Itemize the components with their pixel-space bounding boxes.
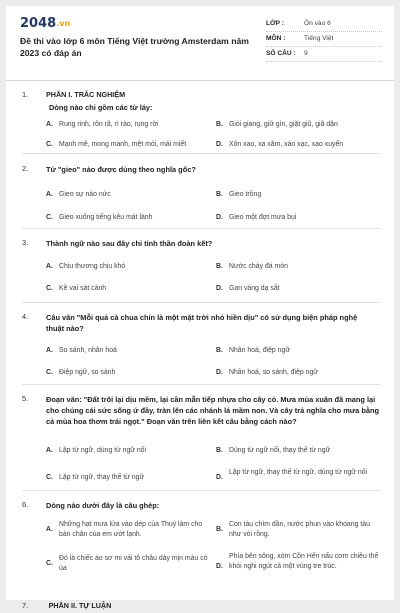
option-letter: B. bbox=[216, 347, 223, 354]
option-text: Lặp từ ngữ, thay thế từ ngữ, dùng từ ngữ nối bbox=[229, 469, 368, 476]
option-letter: C. bbox=[46, 369, 53, 376]
question-text: Thành ngữ nào sau đây chỉ tinh thần đoàn kết? bbox=[46, 239, 213, 248]
question-1 bbox=[22, 90, 380, 150]
section-2-heading bbox=[22, 595, 380, 613]
option-letter: A. bbox=[46, 121, 53, 128]
option-text: Nước chảy đá mòn bbox=[229, 263, 288, 270]
section-title: PHẦN I. TRẮC NGHIỆM bbox=[46, 90, 126, 99]
header-divider bbox=[6, 80, 394, 81]
question-number: 4. bbox=[22, 312, 29, 321]
question-4 bbox=[22, 312, 380, 380]
question-2 bbox=[22, 164, 380, 224]
option-letter: D. bbox=[216, 369, 223, 376]
option-text: Mạnh mẽ, mong manh, mệt mỏi, mải miết bbox=[59, 141, 187, 148]
option-letter: B. bbox=[216, 447, 223, 454]
question-divider bbox=[22, 490, 380, 491]
option-letter: B. bbox=[216, 263, 223, 270]
document-meta bbox=[266, 17, 382, 62]
option-text: Lặp từ ngữ, thay thế từ ngữ bbox=[59, 474, 145, 481]
option-letter: A. bbox=[46, 263, 53, 270]
logo-text: 2048 bbox=[20, 16, 57, 31]
meta-row-grade bbox=[266, 17, 382, 32]
site-logo[interactable] bbox=[20, 16, 70, 31]
meta-value: Tiếng Việt bbox=[304, 35, 334, 42]
option-text: Lặp từ ngữ, dùng từ ngữ nối bbox=[59, 447, 147, 454]
option-text: Phía bên sông, xóm Cồn Hến nấu cơm chiều thế khói nghi ngút cả một vùng tre trúc. bbox=[229, 553, 379, 570]
option-text: Điệp ngữ, so sánh bbox=[59, 369, 116, 376]
question-divider bbox=[22, 302, 380, 303]
question-text: Câu văn "Mỗi quả cà chua chín là một mặt trời nhỏ hiền dịu" có sử dụng biện pháp nghệ thuật nào? bbox=[46, 313, 358, 333]
meta-key: SỐ CÂU : bbox=[266, 50, 296, 57]
meta-key: LỚP : bbox=[266, 20, 284, 27]
option-letter: C. bbox=[46, 214, 53, 221]
question-3 bbox=[22, 238, 380, 298]
question-number: 7. bbox=[22, 601, 29, 610]
option-letter: C. bbox=[46, 285, 53, 292]
option-letter: A. bbox=[46, 347, 53, 354]
option-letter: A. bbox=[46, 526, 53, 533]
question-number: 2. bbox=[22, 164, 29, 173]
option-text: Nhân hoá, so sánh, điệp ngữ bbox=[229, 369, 318, 376]
meta-row-subject bbox=[266, 32, 382, 47]
question-divider bbox=[22, 153, 380, 154]
option-letter: A. bbox=[46, 447, 53, 454]
question-text: Dòng nào dưới đây là câu ghép: bbox=[46, 501, 160, 510]
option-letter: D. bbox=[216, 474, 223, 481]
option-text: Rung rinh, rõn rã, rì rào, rụng rời bbox=[59, 121, 159, 128]
option-letter: B. bbox=[216, 191, 223, 198]
question-text: Đoạn văn: "Đất trôi lại dịu mềm, lại cần mẫn tiếp nhựa cho cây cỏ. Mưa mùa xuân đã mang lại cho chúng cái sức sống ứ đầy, tràn lên các nhánh lá mầm non. Và cây trả nghĩa cho mưa bằng cả mùa hoa thơm trái ngọt." Đoạn văn trên liên kết câu bằng cách nào? bbox=[46, 395, 379, 426]
option-text: Đó là chiếc áo sơ mi vải tô châu dày mịn màu cỏ úa bbox=[59, 555, 208, 572]
option-text: Con tàu chìm dần, nước phun vào khoang tàu như vòi rồng. bbox=[229, 521, 370, 538]
question-number: 3. bbox=[22, 238, 29, 247]
question-6 bbox=[22, 500, 380, 590]
option-text: Gieo trồng bbox=[229, 191, 262, 198]
option-text: Chịu thương chịu khó bbox=[59, 263, 126, 270]
document-header bbox=[20, 16, 382, 72]
option-text: Gieo sự náo nức bbox=[59, 191, 111, 198]
option-letter: C. bbox=[46, 141, 53, 148]
question-text: Từ "gieo" nào được dùng theo nghĩa gốc? bbox=[46, 165, 196, 174]
option-text: Gan vàng dạ sắt bbox=[229, 285, 280, 292]
meta-value: Ôn vào 6 bbox=[304, 20, 331, 27]
document-page bbox=[6, 6, 394, 610]
question-number: 5. bbox=[22, 394, 29, 403]
document-title: Đề thi vào lớp 6 môn Tiếng Việt trường Amsterdam năm 2023 có đáp án bbox=[20, 36, 249, 58]
section-title: PHẦN II. TỰ LUẬN bbox=[48, 601, 112, 610]
option-letter: C. bbox=[46, 560, 53, 567]
question-text: Dòng nào chỉ gồm các từ láy: bbox=[49, 103, 153, 112]
option-text: So sánh, nhân hoá bbox=[59, 347, 117, 354]
logo-suffix: .vn bbox=[56, 19, 71, 28]
question-5 bbox=[22, 394, 380, 484]
option-letter: C. bbox=[46, 474, 53, 481]
option-letter: B. bbox=[216, 526, 223, 533]
option-text: Nhân hoá, điệp ngữ bbox=[229, 347, 290, 354]
option-text: Kề vai sát cánh bbox=[59, 285, 107, 292]
option-letter: A. bbox=[46, 191, 53, 198]
option-text: Những hạt mưa lửa vào dép của Thuỷ làm cho bàn chân của em ướt lạnh. bbox=[59, 521, 203, 538]
question-number: 6. bbox=[22, 500, 29, 509]
meta-value: 9 bbox=[304, 50, 308, 57]
option-letter: D. bbox=[216, 141, 223, 148]
option-text: Xôn xao, xa xăm, xào xạc, xao xuyến bbox=[229, 141, 344, 148]
question-divider bbox=[22, 384, 380, 385]
question-number: 1. bbox=[22, 90, 29, 99]
question-divider bbox=[22, 228, 380, 229]
meta-key: MÔN : bbox=[266, 35, 286, 42]
option-text: Giỏi giang, giữ gìn, giặt giũ, giã dận bbox=[229, 121, 338, 128]
option-letter: D. bbox=[216, 563, 223, 570]
option-text: Gieo một đợt mưa bụi bbox=[229, 214, 297, 221]
option-letter: D. bbox=[216, 214, 223, 221]
meta-row-count bbox=[266, 47, 382, 62]
option-letter: B. bbox=[216, 121, 223, 128]
option-text: Gieo xuống tiếng kêu mát lành bbox=[59, 214, 153, 221]
option-text: Dùng từ ngữ nối, thay thế từ ngữ bbox=[229, 447, 331, 454]
option-letter: D. bbox=[216, 285, 223, 292]
